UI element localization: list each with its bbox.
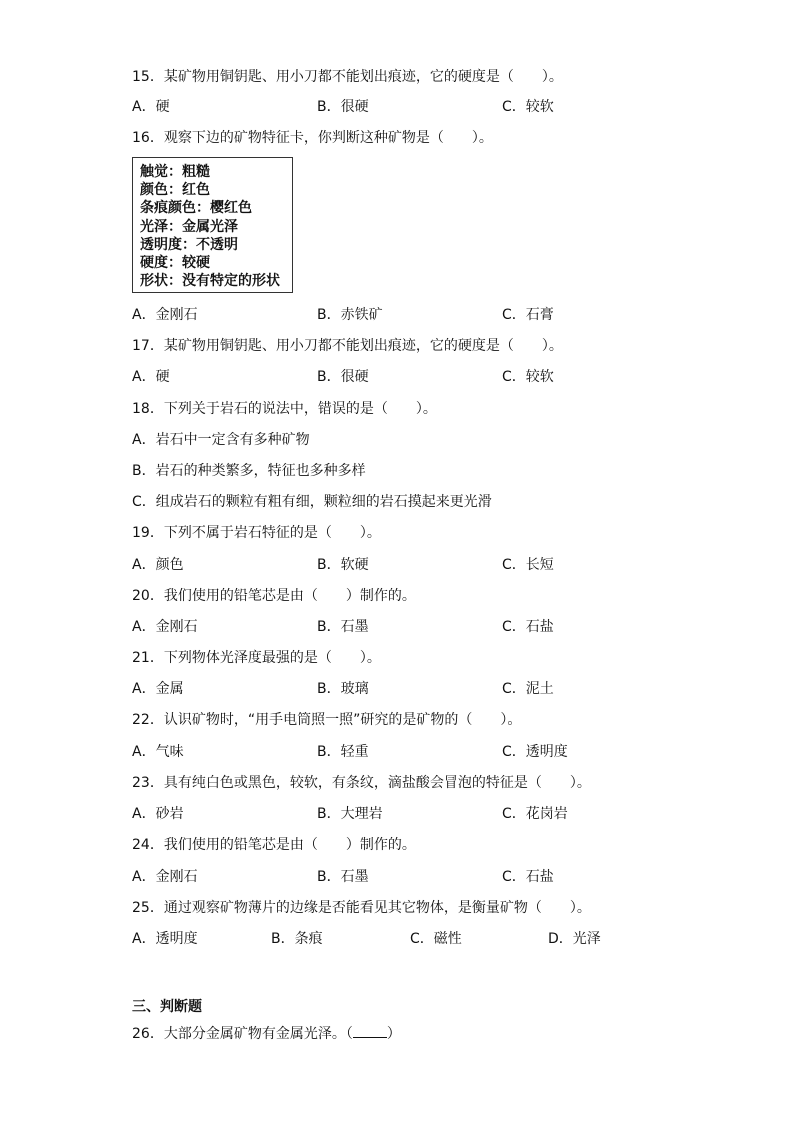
question-23-option-b: B．大理岩	[317, 806, 383, 822]
card-line-luster: 光泽：金属光泽	[140, 218, 238, 235]
question-17-option-b: B．很硬	[317, 369, 369, 385]
question-19-option-c: C．长短	[502, 557, 554, 573]
card-line-transparency: 透明度：不透明	[140, 236, 238, 253]
question-18-option-a: A．岩石中一定含有多种矿物	[132, 432, 310, 448]
question-18-stem: 18．下列关于岩石的说法中，错误的是（ ）。	[132, 401, 437, 417]
question-19-option-a: A．颜色	[132, 557, 184, 573]
question-23-option-a: A．砂岩	[132, 806, 184, 822]
question-25-option-b: B．条痕	[271, 931, 323, 947]
question-26	[132, 1024, 401, 1042]
question-24-stem: 24．我们使用的铅笔芯是由（ ）制作的。	[132, 837, 416, 853]
question-24-option-b: B．石墨	[317, 869, 369, 885]
question-17-option-a: A．硬	[132, 369, 170, 385]
question-16-stem: 16．观察下边的矿物特征卡，你判断这种矿物是（ ）。	[132, 130, 493, 146]
card-line-color: 颜色：红色	[140, 182, 210, 199]
question-20-option-a: A．金刚石	[132, 619, 198, 635]
card-line-shape: 形状：没有特定的形状	[140, 273, 280, 290]
question-16-option-b: B．赤铁矿	[317, 307, 383, 323]
question-17-stem: 17．某矿物用铜钥匙、用小刀都不能划出痕迹，它的硬度是（ ）。	[132, 338, 563, 354]
question-26-stem: 26．大部分金属矿物有金属光泽。（	[132, 1026, 353, 1042]
question-21-option-c: C．泥土	[502, 681, 554, 697]
question-20-stem: 20．我们使用的铅笔芯是由（ ）制作的。	[132, 588, 416, 604]
question-15-option-b: B．很硬	[317, 99, 369, 115]
card-line-streak: 条痕颜色：樱红色	[140, 200, 252, 217]
question-26-close-paren: ）	[386, 1026, 401, 1042]
section-title-true-false: 三、判断题	[132, 999, 202, 1015]
question-25-stem: 25．通过观察矿物薄片的边缘是否能看见其它物体，是衡量矿物（ ）。	[132, 900, 591, 916]
question-18-option-b: B．岩石的种类繁多，特征也多种多样	[132, 463, 366, 479]
question-22-stem: 22．认识矿物时，“用手电筒照一照”研究的是矿物的（ ）。	[132, 712, 522, 728]
card-line-touch: 触觉：粗糙	[140, 164, 210, 180]
question-24-option-c: C．石盐	[502, 869, 554, 885]
question-25-option-a: A．透明度	[132, 931, 198, 947]
question-21-stem: 21．下列物体光泽度最强的是（ ）。	[132, 650, 381, 666]
question-15-option-c: C．较软	[502, 99, 554, 115]
question-23-stem: 23．具有纯白色或黑色，较软，有条纹，滴盐酸会冒泡的特征是（ ）。	[132, 775, 591, 791]
answer-blank[interactable]	[353, 1024, 387, 1038]
question-24-option-a: A．金刚石	[132, 869, 198, 885]
question-17-option-c: C．较软	[502, 369, 554, 385]
question-21-option-b: B．玻璃	[317, 681, 369, 697]
question-16-option-c: C．石膏	[502, 307, 554, 323]
card-line-hardness: 硬度：较硬	[140, 255, 210, 272]
question-25-option-d: D．光泽	[548, 931, 601, 947]
question-22-option-b: B．轻重	[317, 744, 369, 760]
question-21-option-a: A．金属	[132, 681, 184, 697]
question-19-stem: 19．下列不属于岩石特征的是（ ）。	[132, 525, 381, 541]
question-25-option-c: C．磁性	[410, 931, 462, 947]
question-15-option-a: A．硬	[132, 99, 170, 115]
mineral-feature-card	[132, 157, 293, 293]
question-15-stem: 15．某矿物用铜钥匙、用小刀都不能划出痕迹，它的硬度是（ ）。	[132, 69, 563, 85]
question-23-option-c: C．花岗岩	[502, 806, 568, 822]
question-20-option-b: B．石墨	[317, 619, 369, 635]
question-16-option-a: A．金刚石	[132, 307, 198, 323]
question-20-option-c: C．石盐	[502, 619, 554, 635]
question-18-option-c: C．组成岩石的颗粒有粗有细，颗粒细的岩石摸起来更光滑	[132, 494, 492, 510]
question-19-option-b: B．软硬	[317, 557, 369, 573]
question-22-option-a: A．气味	[132, 744, 184, 760]
question-22-option-c: C．透明度	[502, 744, 568, 760]
